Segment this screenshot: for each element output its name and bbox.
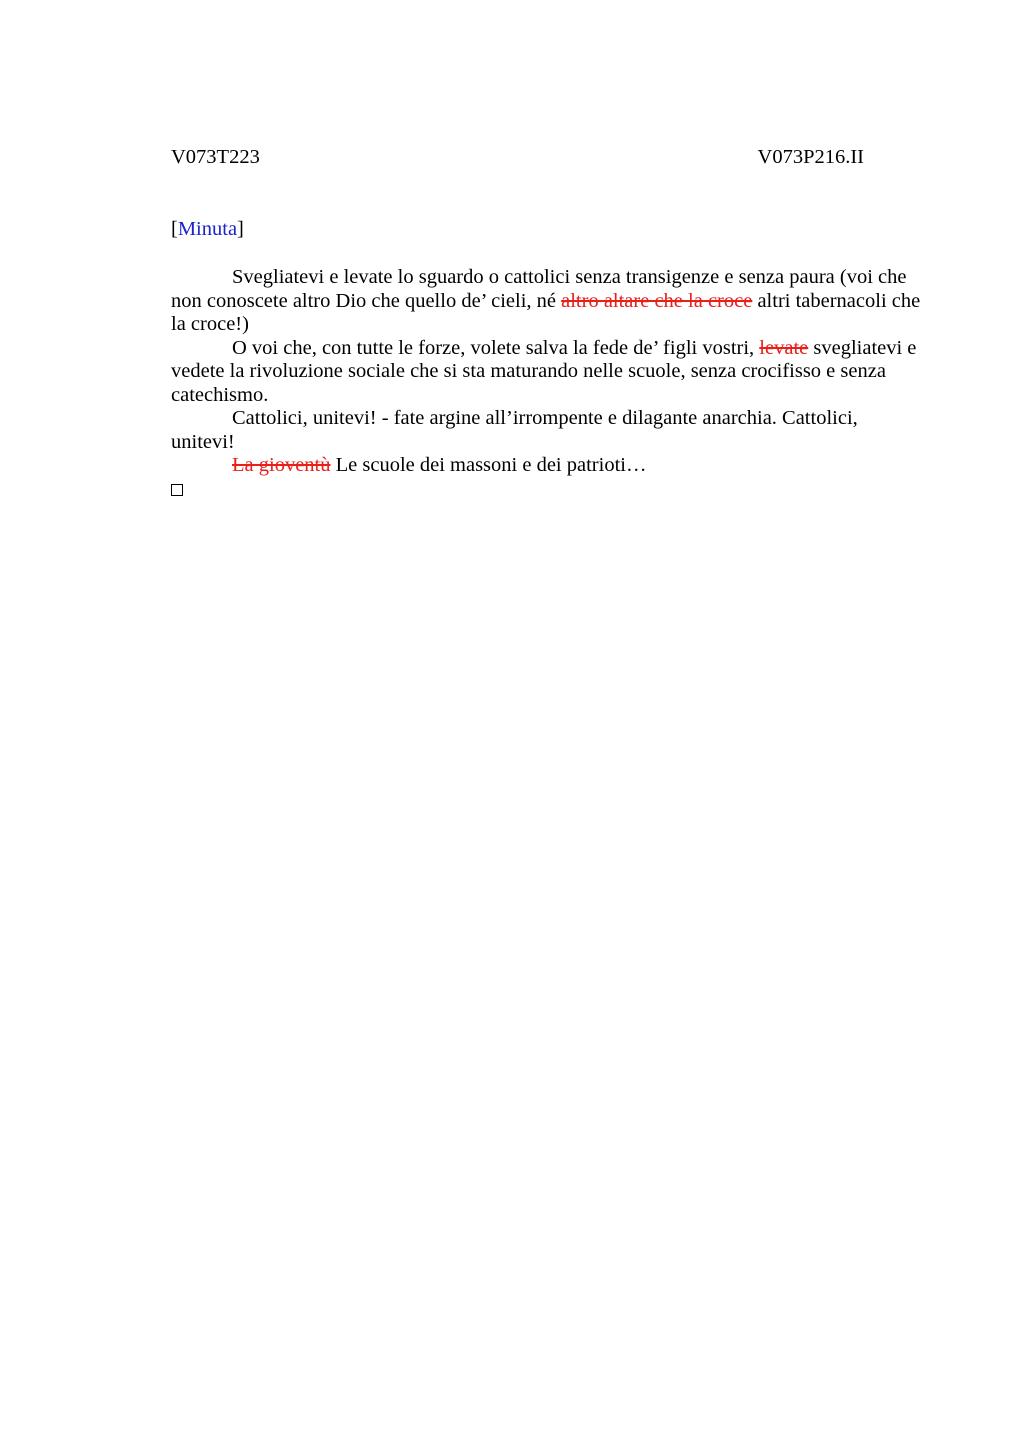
minuta-link[interactable]: Minuta: [177, 218, 238, 240]
paragraph: [171, 266, 926, 337]
paragraph-text: Le scuole dei massoni e dei patrioti…: [330, 454, 647, 476]
document-body: [171, 266, 926, 496]
deleted-text: La gioventù: [232, 454, 331, 476]
bracket-open: [: [171, 218, 178, 240]
paragraph: [171, 407, 926, 454]
section-label: [171, 218, 244, 242]
bracket-close: ]: [237, 218, 244, 240]
paragraph-text: Svegliatevi e levate lo sguardo o cattolici senza transigenze e senza paura (voi che non conoscete altro Dio che quello de’ cieli, né: [171, 266, 907, 312]
page-header: [171, 146, 864, 170]
paragraph-text: Cattolici, unitevi! - fate argine all’irrompente e dilagante anarchia. Cattolici, unitevi!: [171, 407, 858, 453]
deleted-text: altro altare che la croce: [561, 289, 753, 312]
document-code: V073T223: [171, 146, 260, 168]
deleted-text: levate: [759, 336, 809, 359]
paragraph-text: O voi che, con tutte le forze, volete salva la fede de’ figli vostri,: [232, 336, 760, 359]
paragraph: [171, 337, 926, 408]
paragraph: [171, 454, 926, 478]
paragraph-text: svegliatevi e vedete la rivoluzione sociale che si sta maturando nelle scuole, senza crocifisso e senza catechismo.: [171, 336, 917, 406]
empty-square-icon: [171, 484, 183, 496]
page-code: V073P216.II: [757, 146, 864, 168]
paragraph-text: altri tabernacoli che la croce!): [171, 289, 921, 335]
